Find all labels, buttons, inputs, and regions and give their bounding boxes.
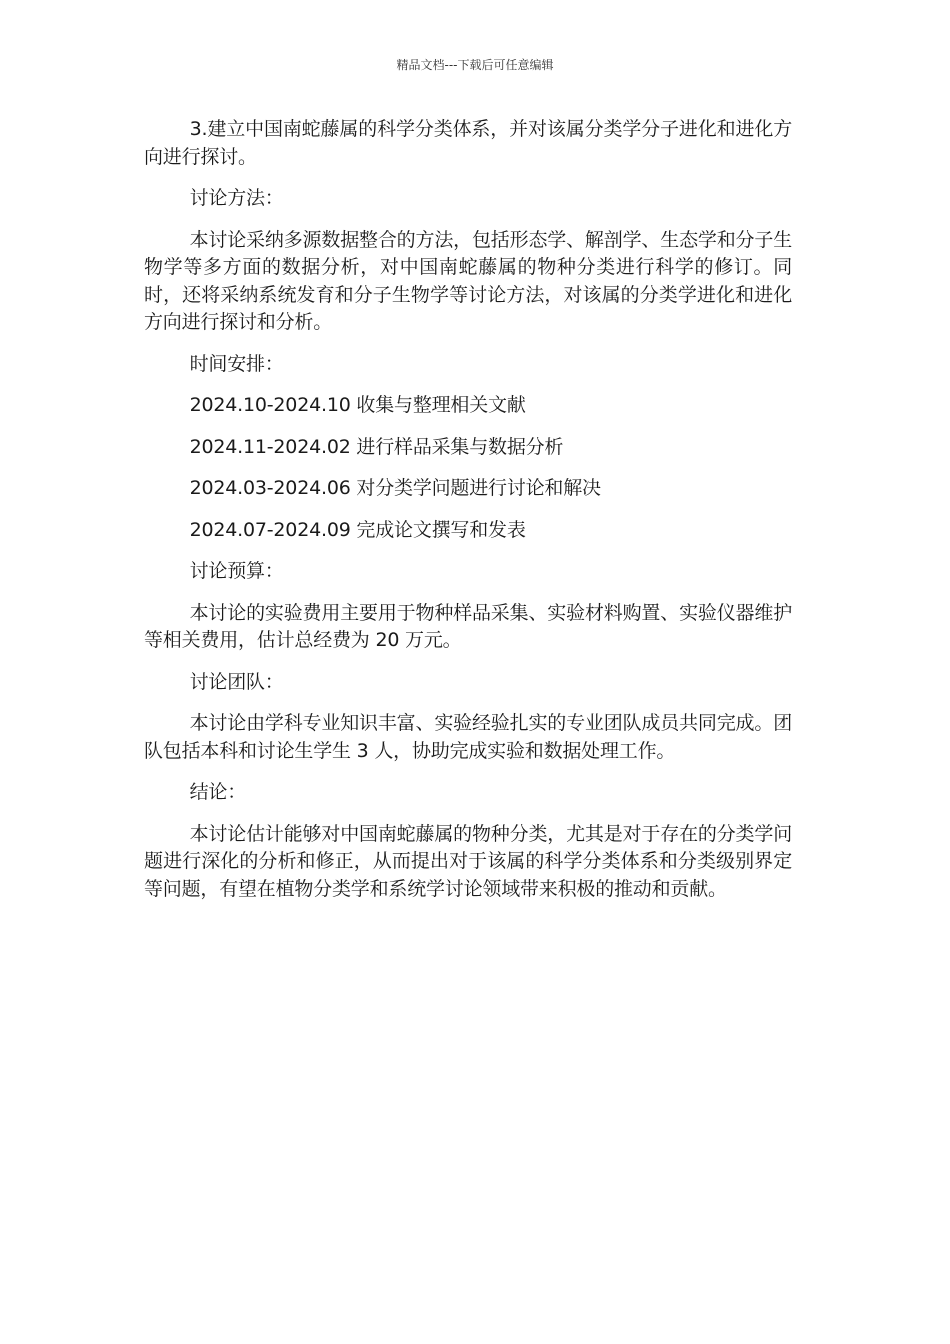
heading-schedule: 时间安排： — [189, 352, 284, 375]
schedule-item: 2024.11-2024.02 进行样品采集与数据分析 — [189, 435, 564, 458]
paragraph-methods: 本讨论采纳多源数据整合的方法，包括形态学、解剖学、生态学和分子生物学等多方面的数据分析，对中国南蛇藤属的物种分类进行科学的修订。同时，还将采纳系统发育和分子生物学等讨论方法，对该属的分类学进化和进化方向进行探讨和分析。 — [144, 228, 792, 333]
paragraph-conclusion: 本讨论估计能够对中国南蛇藤属的物种分类，尤其是对于存在的分类学问题进行深化的分析和修正，从而提出对于该属的科学分类体系和分类级别界定等问题，有望在植物分类学和系统学讨论领域带来积极的推动和贡献。 — [144, 822, 792, 900]
heading-methods: 讨论方法： — [189, 187, 284, 209]
paragraph-objective-3: 3.建立中国南蛇藤属的科学分类体系，并对该属分类学分子进化和进化方向进行探讨。 — [144, 118, 792, 168]
paragraph-budget: 本讨论的实验费用主要用于物种样品采集、实验材料购置、实验仪器维护等相关费用，估计总经费为 20 万元。 — [144, 601, 792, 651]
schedule-item: 2024.10-2024.10 收集与整理相关文献 — [189, 394, 526, 416]
schedule-item: 2024.07-2024.09 完成论文撰写和发表 — [189, 518, 526, 541]
heading-conclusion: 结论： — [189, 781, 246, 803]
heading-budget: 讨论预算： — [189, 560, 284, 582]
document-body — [144, 116, 792, 917]
paragraph-team: 本讨论由学科专业知识丰富、实验经验扎实的专业团队成员共同完成。团队包括本科和讨论生学生 3 人，协助完成实验和数据处理工作。 — [144, 712, 792, 762]
heading-team: 讨论团队： — [189, 670, 284, 693]
schedule-item: 2024.03-2024.06 对分类学问题进行讨论和解决 — [189, 477, 601, 499]
page-header: 精品文档---下载后可任意编辑 — [396, 58, 554, 72]
